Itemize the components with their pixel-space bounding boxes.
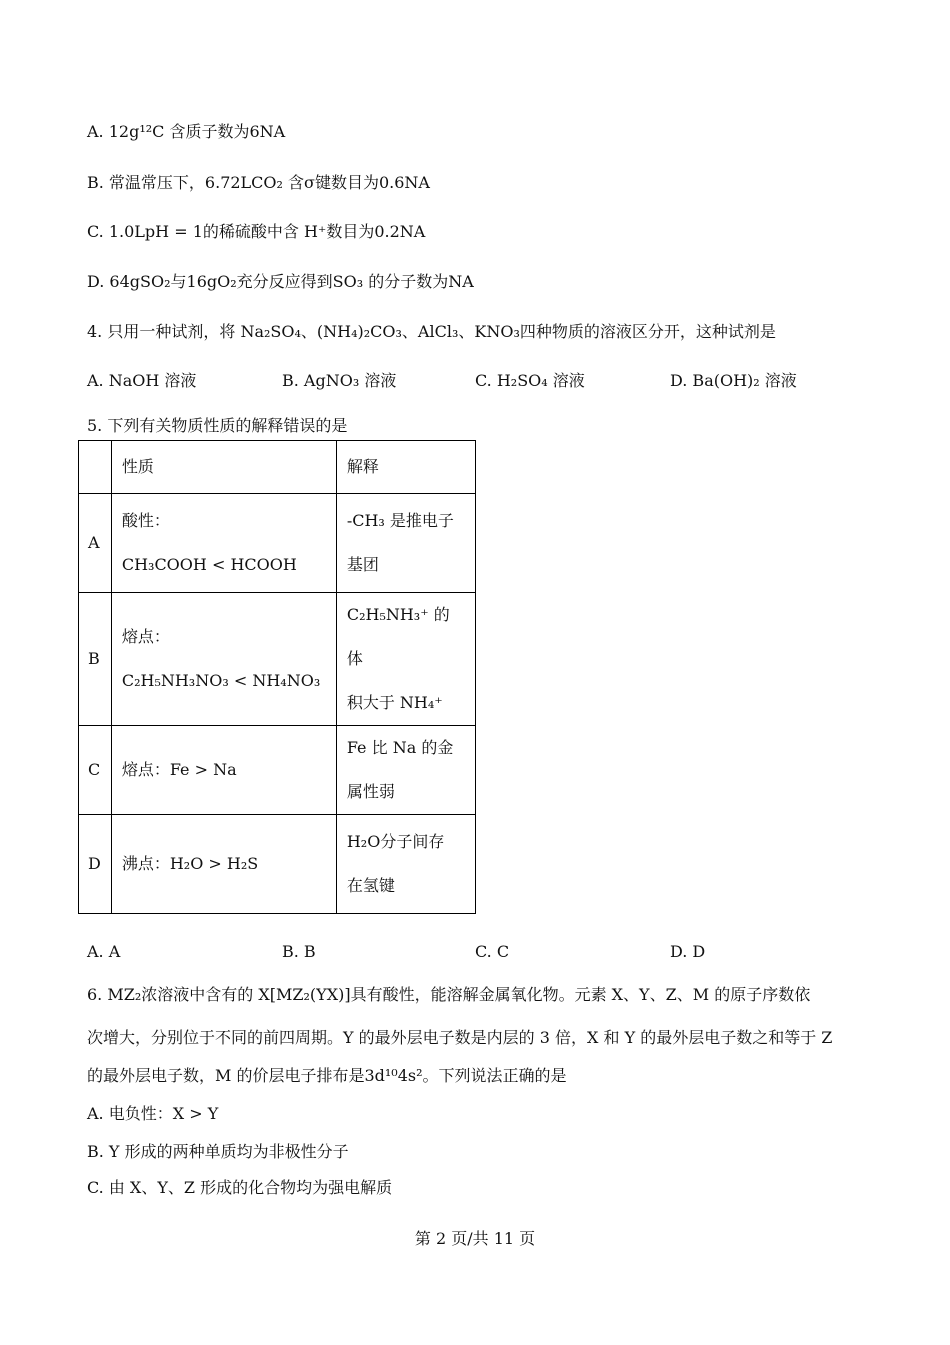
row-property: 熔点：Fe > Na: [111, 726, 336, 815]
row-explanation-line2: 属性弱: [346, 782, 395, 801]
row-property: [111, 593, 336, 726]
row-explanation: [336, 726, 475, 815]
q6-line-3: 的最外层电子数，M 的价层电子排布是3d¹⁰4s²。下列说法正确的是: [87, 1066, 567, 1085]
row-explanation-line1: Fe 比 Na 的金: [346, 738, 454, 757]
q5-options: [87, 939, 847, 965]
q3-option-d: D. 64gSO₂与16gO₂充分反应得到SO₃ 的分子数为NA: [87, 272, 474, 291]
table-row: [79, 494, 476, 593]
row-property: 沸点：H₂O > H₂S: [111, 815, 336, 914]
properties-table: [78, 440, 476, 914]
q6-option-a: A. 电负性：X > Y: [87, 1104, 219, 1123]
row-explanation-line2: 积大于 NH₄⁺: [346, 693, 443, 712]
table-row: [79, 593, 476, 726]
q5-stem: 5. 下列有关物质性质的解释错误的是: [87, 416, 348, 435]
q4-option-c: C. H₂SO₄ 溶液: [475, 371, 585, 390]
table-header-prop: 性质: [111, 441, 336, 494]
table-header-row: [79, 441, 476, 494]
row-letter: C: [79, 726, 112, 815]
row-property-line1: 酸性：: [121, 511, 170, 530]
q4-option-a: A. NaOH 溶液: [87, 371, 197, 390]
row-explanation-line2: 在氢键: [346, 876, 395, 895]
row-letter: A: [79, 494, 112, 593]
table-row: [79, 726, 476, 815]
row-explanation: [336, 593, 475, 726]
row-property-line2: CH₃COOH < HCOOH: [121, 555, 297, 574]
q6-line-2: 次增大，分别位于不同的前四周期。Y 的最外层电子数是内层的 3 倍，X 和 Y 的最外层电子数之和等于 Z: [87, 1028, 833, 1047]
row-property: [111, 494, 336, 593]
q5-option-d: D. D: [670, 942, 706, 961]
q6-option-b: B. Y 形成的两种单质均为非极性分子: [87, 1142, 349, 1161]
q6-line-1: 6. MZ₂浓溶液中含有的 X[MZ₂(YX)]具有酸性，能溶解金属氧化物。元素 X、Y、Z、M 的原子序数依: [87, 985, 811, 1004]
row-explanation: [336, 815, 475, 914]
q5-option-a: A. A: [87, 942, 121, 961]
q4-options: [87, 368, 847, 394]
q3-option-c: C. 1.0LpH = 1的稀硫酸中含 H⁺数目为0.2NA: [87, 222, 426, 241]
row-explanation-line1: H₂O分子间存: [346, 832, 445, 851]
row-property-line2: C₂H₅NH₃NO₃ < NH₄NO₃: [121, 671, 321, 690]
page-footer: 第 2 页/共 11 页: [414, 1229, 536, 1248]
q3-option-a: A. 12g¹²C 含质子数为6NA: [87, 122, 286, 141]
row-explanation-line2: 基团: [346, 555, 379, 574]
table-row: [79, 815, 476, 914]
row-explanation: [336, 494, 475, 593]
q4-option-d: D. Ba(OH)₂ 溶液: [670, 371, 797, 390]
q4-stem: 4. 只用一种试剂，将 Na₂SO₄、(NH₄)₂CO₃、AlCl₃、KNO₃四种物质的溶液区分开，这种试剂是: [87, 322, 776, 341]
row-explanation-line1: C₂H₅NH₃⁺ 的体: [346, 605, 450, 668]
row-explanation-line1: -CH₃ 是推电子: [346, 511, 454, 530]
row-letter: D: [79, 815, 112, 914]
row-letter: B: [79, 593, 112, 726]
table-header-blank: [79, 441, 112, 494]
q3-option-b: B. 常温常压下，6.72LCO₂ 含σ键数目为0.6NA: [87, 173, 430, 192]
q5-option-b: B. B: [282, 942, 316, 961]
row-property-line1: 熔点：: [121, 627, 170, 646]
q6-option-c: C. 由 X、Y、Z 形成的化合物均为强电解质: [87, 1178, 393, 1197]
table-header-expl: 解释: [336, 441, 475, 494]
q5-option-c: C. C: [475, 942, 510, 961]
q4-option-b: B. AgNO₃ 溶液: [282, 371, 397, 390]
